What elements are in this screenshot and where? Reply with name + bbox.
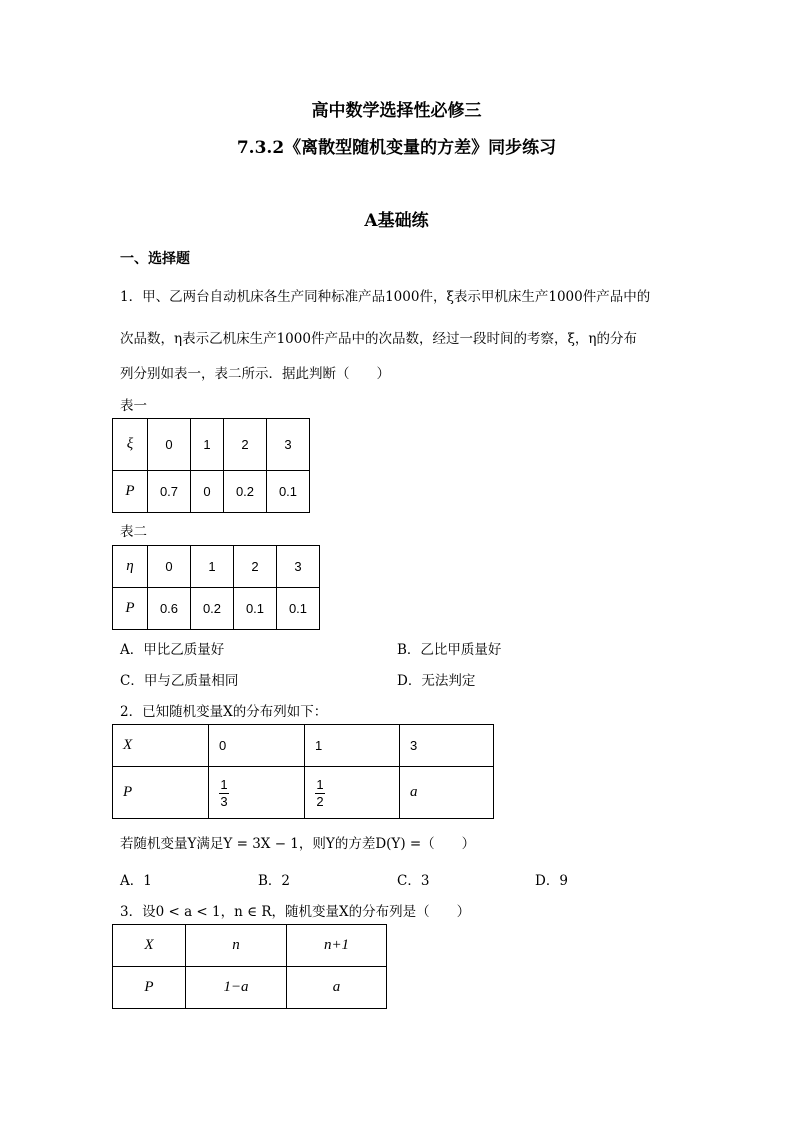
table-cell — [305, 767, 400, 819]
fraction-denominator: 3 — [220, 793, 228, 809]
q2-text-line2: 若随机变量Y满足Y = 3X − 1，则Y的方差D(Y) =（ ） — [120, 836, 476, 852]
q1-option-a: A．甲比乙质量好 — [120, 642, 225, 658]
table-cell: P — [113, 471, 148, 513]
table-cell: 1−a — [186, 967, 287, 1009]
table-row — [113, 588, 320, 630]
table-cell: ξ — [113, 419, 148, 471]
section-heading: A基础练 — [364, 211, 429, 231]
table-row — [113, 967, 387, 1009]
table-cell: 1 — [305, 725, 400, 767]
table-cell: 0.7 — [148, 471, 191, 513]
fraction-denominator: 2 — [316, 793, 324, 809]
q2-option-c: C．3 — [397, 873, 430, 889]
q2-option-d: D．9 — [535, 873, 568, 889]
q2-option-b: B．2 — [258, 873, 291, 889]
table-cell: 0 — [148, 546, 191, 588]
q1-option-c: C．甲与乙质量相同 — [120, 673, 239, 689]
table-cell: 0 — [148, 419, 191, 471]
table-cell: P — [113, 767, 209, 819]
q1-option-d: D．无法判定 — [397, 673, 476, 689]
table-row — [113, 419, 310, 471]
table-cell: 3 — [277, 546, 320, 588]
page-title: 高中数学选择性必修三 — [311, 101, 482, 121]
q1-text-line1: 1．甲、乙两台自动机床各生产同种标准产品1000件，ξ表示甲机床生产1000件产品中的 — [120, 289, 651, 305]
fraction-one-third — [219, 778, 229, 809]
fraction-numerator: 1 — [316, 776, 324, 792]
table-cell: n — [186, 925, 287, 967]
table-cell — [209, 767, 305, 819]
table2-caption: 表二 — [120, 524, 147, 540]
table-cell: 0.2 — [224, 471, 267, 513]
q1-text-line2: 次品数，η表示乙机床生产1000件产品中的次品数，经过一段时间的考察，ξ，η的分布 — [120, 331, 637, 347]
table-cell: η — [113, 546, 148, 588]
table-row — [113, 471, 310, 513]
table-cell: 0 — [191, 471, 224, 513]
page-subtitle: 7.3.2《离散型随机变量的方差》同步练习 — [236, 138, 557, 158]
table-cell: 2 — [224, 419, 267, 471]
table-row — [113, 767, 494, 819]
q1-text-line3: 列分别如表一，表二所示．据此判断（ ） — [120, 366, 390, 382]
table-row — [113, 546, 320, 588]
table-cell: 0 — [209, 725, 305, 767]
fraction-one-half — [315, 778, 325, 809]
table-cell: a — [400, 767, 494, 819]
table-cell: 0.2 — [191, 588, 234, 630]
table-cell: 1 — [191, 419, 224, 471]
q3-table — [112, 924, 387, 1009]
q1-table2 — [112, 545, 320, 630]
q2-option-a: A．1 — [120, 873, 152, 889]
q2-table — [112, 724, 494, 819]
table1-caption: 表一 — [120, 398, 147, 414]
table-cell: X — [113, 725, 209, 767]
q1-option-b: B．乙比甲质量好 — [397, 642, 502, 658]
table-row — [113, 725, 494, 767]
table-cell: P — [113, 967, 186, 1009]
table-cell: 0.1 — [267, 471, 310, 513]
table-cell: P — [113, 588, 148, 630]
table-cell: 0.6 — [148, 588, 191, 630]
table-cell: 0.1 — [277, 588, 320, 630]
fraction-numerator: 1 — [220, 776, 228, 792]
q2-text-line1: 2．已知随机变量X的分布列如下： — [120, 704, 328, 720]
q3-text-line1: 3．设0 < a < 1，n ∈ R，随机变量X的分布列是（ ） — [120, 904, 471, 920]
table-cell: n+1 — [287, 925, 387, 967]
table-cell: 0.1 — [234, 588, 277, 630]
table-cell: 2 — [234, 546, 277, 588]
table-cell: 3 — [267, 419, 310, 471]
part-heading: 一、选择题 — [120, 251, 190, 267]
table-row — [113, 925, 387, 967]
table-cell: 3 — [400, 725, 494, 767]
table-cell: X — [113, 925, 186, 967]
table-cell: 1 — [191, 546, 234, 588]
table-cell: a — [287, 967, 387, 1009]
q1-table1 — [112, 418, 310, 513]
